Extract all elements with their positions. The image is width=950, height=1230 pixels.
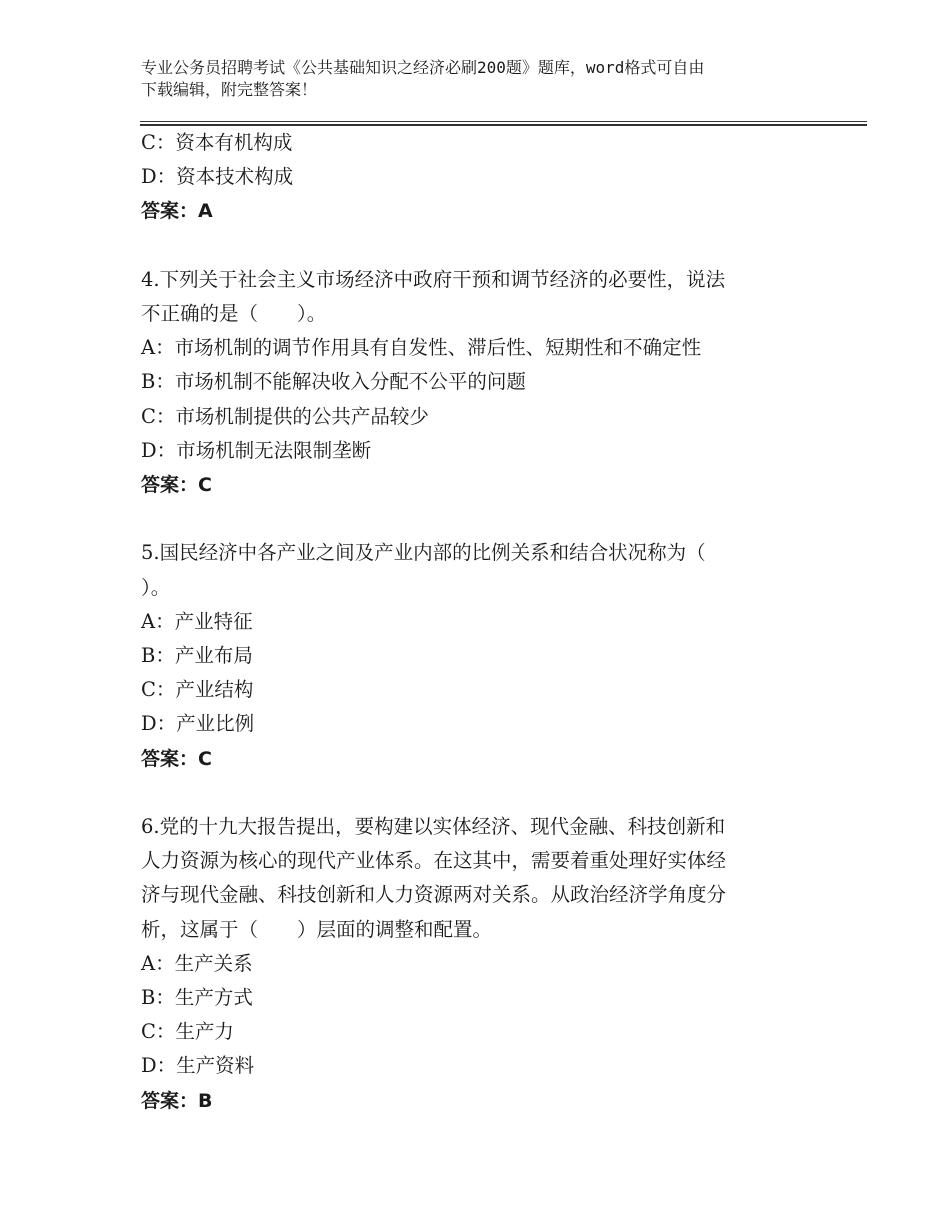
option-c: C：生产力 <box>141 1020 234 1044</box>
option-d: D：市场机制无法限制垄断 <box>141 438 372 462</box>
option-d: D：生产资料 <box>141 1054 255 1078</box>
spacer <box>141 776 801 810</box>
option-c: C：市场机制提供的公共产品较少 <box>141 404 429 428</box>
question-4 <box>141 263 801 502</box>
answer-label: 答案：A <box>141 200 213 223</box>
document-body <box>141 126 801 1118</box>
question-text-line: 4.下列关于社会主义市场经济中政府干预和调节经济的必要性，说法 <box>141 267 726 291</box>
option-a: A：市场机制的调节作用具有自发性、滞后性、短期性和不确定性 <box>141 336 702 360</box>
question-5 <box>141 536 801 775</box>
header-divider-thin <box>140 121 867 122</box>
question-text-line: 析，这属于（ ）层面的调整和配置。 <box>141 917 493 941</box>
spacer <box>141 229 801 263</box>
header-line-2: 下载编辑，附完整答案！ <box>141 80 318 99</box>
answer-label: 答案：C <box>141 747 212 770</box>
question-text-line: 人力资源为核心的现代产业体系。在这其中，需要着重处理好实体经 <box>141 849 727 873</box>
prev-question <box>141 126 801 229</box>
document-header <box>141 57 821 101</box>
spacer <box>141 502 801 536</box>
option-b: B：产业布局 <box>141 644 253 668</box>
option-b: B：市场机制不能解决收入分配不公平的问题 <box>141 370 526 394</box>
answer-label: 答案：C <box>141 474 212 497</box>
header-line-1: 专业公务员招聘考试《公共基础知识之经济必刷200题》题库，word格式可自由 <box>141 58 705 77</box>
option-b: B：生产方式 <box>141 986 253 1010</box>
question-text-line: 5.国民经济中各产业之间及产业内部的比例关系和结合状况称为（ <box>141 541 706 565</box>
option-d: D：产业比例 <box>141 712 255 736</box>
option-c: C：资本有机构成 <box>141 131 293 154</box>
question-text-line: 6.党的十九大报告提出，要构建以实体经济、现代金融、科技创新和 <box>141 815 726 839</box>
question-text-line: ）。 <box>141 575 171 599</box>
answer-label: 答案：B <box>141 1089 213 1112</box>
option-a: A：生产关系 <box>141 951 253 975</box>
option-d: D：资本技术构成 <box>141 165 294 189</box>
question-text-line: 不正确的是（ ）。 <box>141 302 327 325</box>
question-6 <box>141 810 801 1118</box>
option-c: C：产业结构 <box>141 678 254 702</box>
question-text-line: 济与现代金融、科技创新和人力资源两对关系。从政治经济学角度分 <box>141 883 727 907</box>
option-a: A：产业特征 <box>141 609 253 633</box>
